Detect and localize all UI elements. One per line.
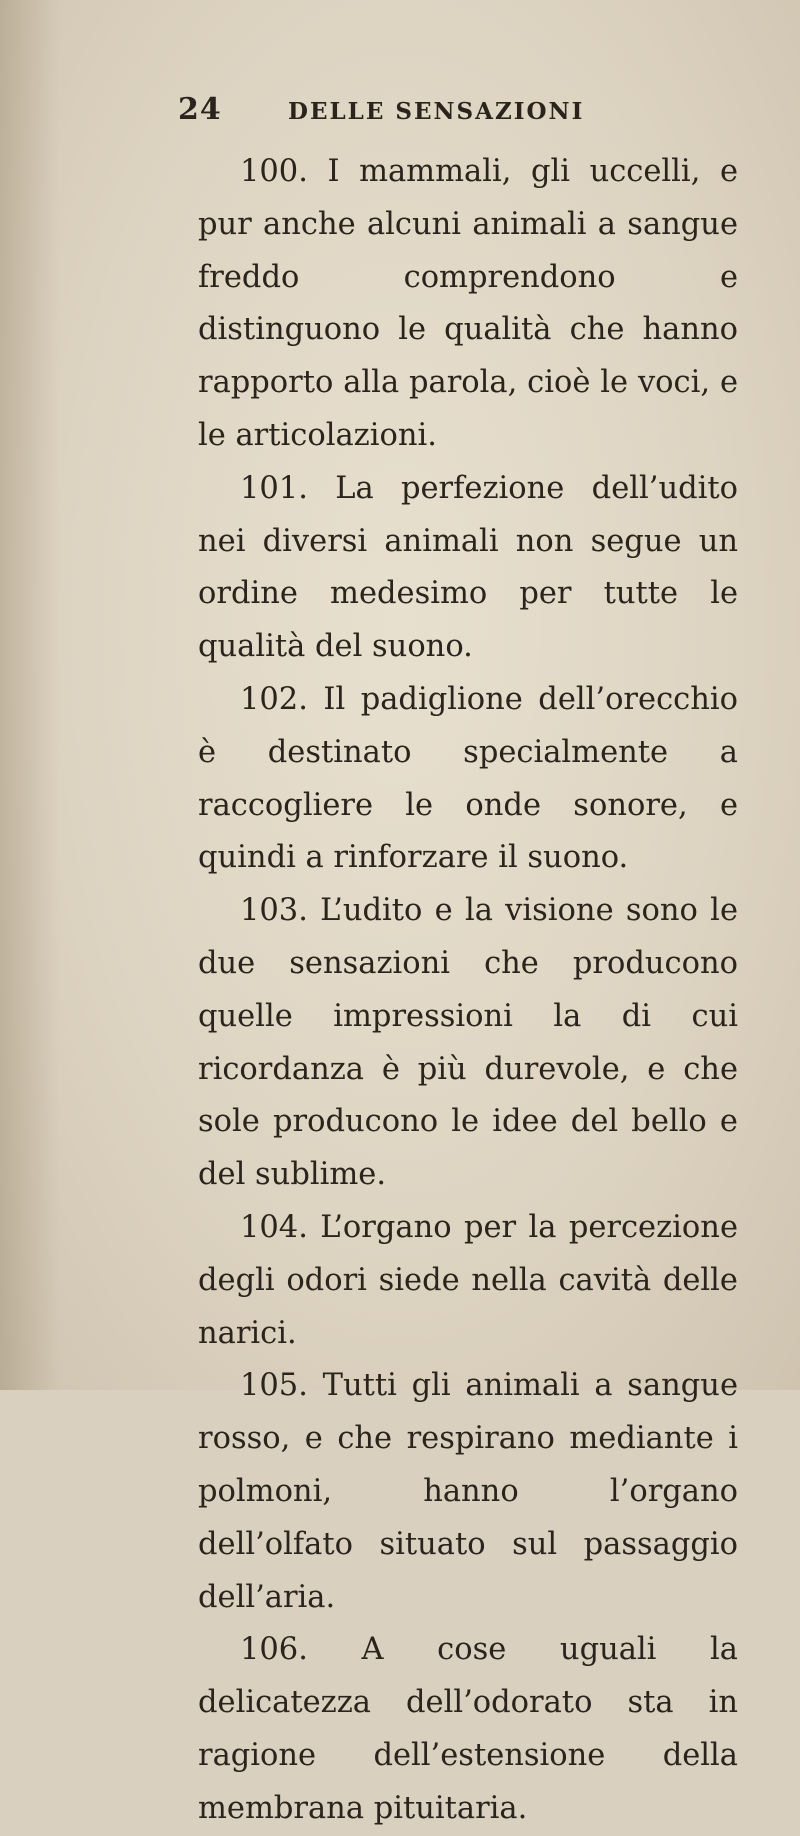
paragraph-106: 106. A cose uguali la delicatezza dell’odorato sta in ragione dell’estensione della membrana pituitaria.: [198, 1632, 738, 1826]
paragraph-100: 100. I mammali, gli uccelli, e pur anche alcuni animali a sangue freddo comprendono e distinguono le qualità che hanno rapporto alla parola, cioè le voci, e le articolazioni.: [198, 154, 738, 453]
page-edge-shadow: [0, 0, 60, 1390]
paragraph-101: 101. La perfezione dell’udito nei diversi animali non segue un ordine medesimo per tutte le qualità del suono.: [198, 470, 738, 665]
running-title: DELLE SENSAZIONI: [288, 98, 585, 125]
paragraph-104: 104. L’organo per la percezione degli odori siede nella cavità delle narici.: [198, 1209, 738, 1351]
page-number: 24: [178, 92, 222, 127]
paragraph-103: 103. L’udito e la visione sono le due sensazioni che producono quelle impressioni la di cui ricordanza è più durevole, e che sole producono le idee del bello e del sublime.: [198, 893, 738, 1193]
paragraph-105: 105. Tutti gli animali a sangue rosso, e che respirano mediante i polmoni, hanno l’organo dell’olfato situato sul passaggio dell’aria.: [198, 1368, 738, 1615]
paragraph-102: 102. Il padiglione dell’orecchio è destinato specialmente a raccogliere le onde sonore, e quindi a rinforzare il suono.: [198, 681, 738, 876]
body-text: [198, 146, 738, 1836]
page-header: [178, 92, 738, 132]
